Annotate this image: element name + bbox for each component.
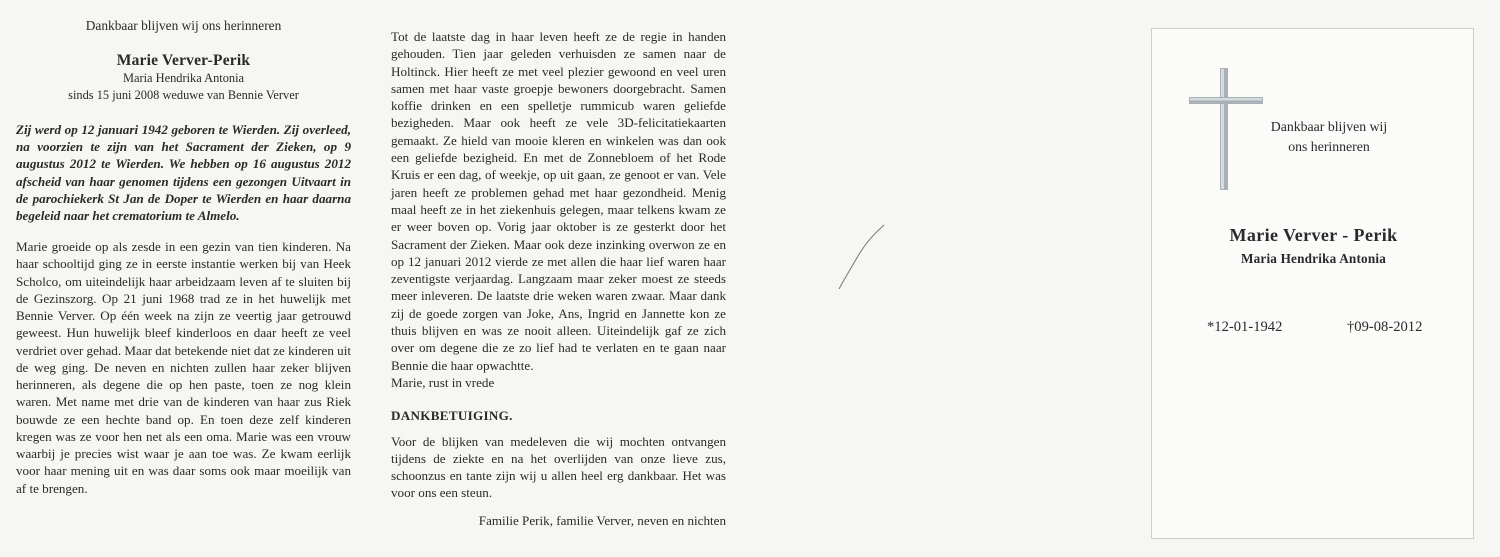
deceased-name: Marie Verver-Perik bbox=[116, 52, 251, 69]
birth-date: *12-01-1942 bbox=[1207, 319, 1283, 335]
memorial-front-card bbox=[1151, 28, 1474, 539]
death-date: †09-08-2012 bbox=[1347, 319, 1423, 335]
widow-line: sinds 15 juni 2008 weduwe van Bennie Verver bbox=[68, 88, 299, 102]
farewell-line: Marie, rust in vrede bbox=[391, 374, 495, 390]
life-story-continued: Tot de laatste dag in haar leven heeft ze de regie in handen gehouden. Tien jaar geleden verhuisden ze samen naar de Holtinck. Hier heeft ze met veel plezier gewoond en veel uren samen met haar vaste groepje bewoners doorgebracht. Samen koffie drinken en een spelletje rummicub waren geliefde bezigheden. Maar ook heeft ze vele 3D-felicitatiekaarten gemaakt. Ze hield van mooie kleren en winkelen was dan ook een geliefde bezigheid. En met de Zonnebloem of het Rode Kruis er een dag, of weekje, op uit gaan, ze genoot er van. Vele jaren heeft ze problemen gehad met haar gezondheid. Menig maal heeft ze in het ziekenhuis gelegen, maar telkens kwam ze er weer boven op. Vorig jaar oktober is ze gesterkt door het Sacrament der Zieken. Maar ook deze inzinking overwon ze en op 12 januari 2012 vierde ze met allen die haar lief waren haar zeventigste verjaardag. Langzaam maar zeker moest ze steeds meer inleveren. De laatste drie weken waren zwaar. Maar dank zij de goede zorgen van Joke, Ans, Ingrid en Jannette kon ze thuis blijven en was ze nooit alleen. Uiteindelijk gaf ze zich over om degene die ze zo lief had te verlaten en te gaan naar Bennie die haar opwachtte. bbox=[391, 29, 726, 373]
intro-paragraph: Zij werd op 12 januari 1942 geboren te Wierden. Zij overleed, na voorzien te zijn van het Sacrament der Zieken, op 9 augustus 2012 te Wierden. We hebben op 16 augustus 2012 afscheid van haar genomen tijdens een gezongen Uitvaart in de parochiekerk St Jan de Doper te Wierden en haar daarna begeleid naar het crematorium te Almelo. bbox=[16, 122, 351, 224]
given-names: Maria Hendrika Antonia bbox=[122, 71, 245, 85]
tagline-line-2: ons herinneren bbox=[1288, 139, 1370, 154]
tagline-line-1: Dankbaar blijven wij bbox=[1270, 119, 1388, 134]
card-tagline bbox=[1254, 117, 1404, 157]
thanks-heading: DANKBETUIGING. bbox=[391, 408, 513, 424]
left-column bbox=[16, 18, 351, 497]
middle-column bbox=[391, 28, 726, 529]
card-name: Marie Verver - Perik bbox=[1229, 225, 1398, 245]
cross-icon bbox=[1189, 68, 1263, 190]
left-heading: Dankbaar blijven wij ons herinneren bbox=[85, 18, 282, 33]
family-signature: Familie Perik, familie Verver, neven en nichten bbox=[478, 512, 726, 528]
life-story-paragraph: Marie groeide op als zesde in een gezin van tien kinderen. Na haar schooltijd ging ze in eerste instantie werken bij van Heek Scholco, om uiteindelijk haar arbeidzaam leven af te sluiten bij de Gezinszorg. Op 21 juni 1968 trad ze in het huwelijk met Bennie Verver. Op één week na zijn ze veertig jaar getrouwd geweest. Hun huwelijk bleef kinderloos en daar heeft ze veel verdriet over gehad. Maar dat betekende niet dat ze kinderen uit de weg ging. De neven en nichten zullen haar zeker blijven herinneren, als degene die op hen paste, toen ze nog klein waren. Met name met drie van de kinderen van haar zus Riek bouwde ze een hechte band op. En toen deze zelf kinderen kregen was ze voor hen net als een oma. Marie was een vrouw waarbij je precies wist waar je aan toe was. Ze kwam eerlijk voor haar mening uit en was daar soms ook maar moeilijk van af te brengen. bbox=[16, 239, 351, 496]
thanks-paragraph: Voor de blijken van medeleven die wij mochten ontvangen tijdens de ziekte en na het overlijden van onze lieve zus, schoonzus en tante zijn wij u allen heel erg dankbaar. Het was voor ons een steun. bbox=[391, 433, 726, 501]
card-given-names: Maria Hendrika Antonia bbox=[1240, 251, 1387, 266]
pen-mark bbox=[836, 222, 888, 292]
